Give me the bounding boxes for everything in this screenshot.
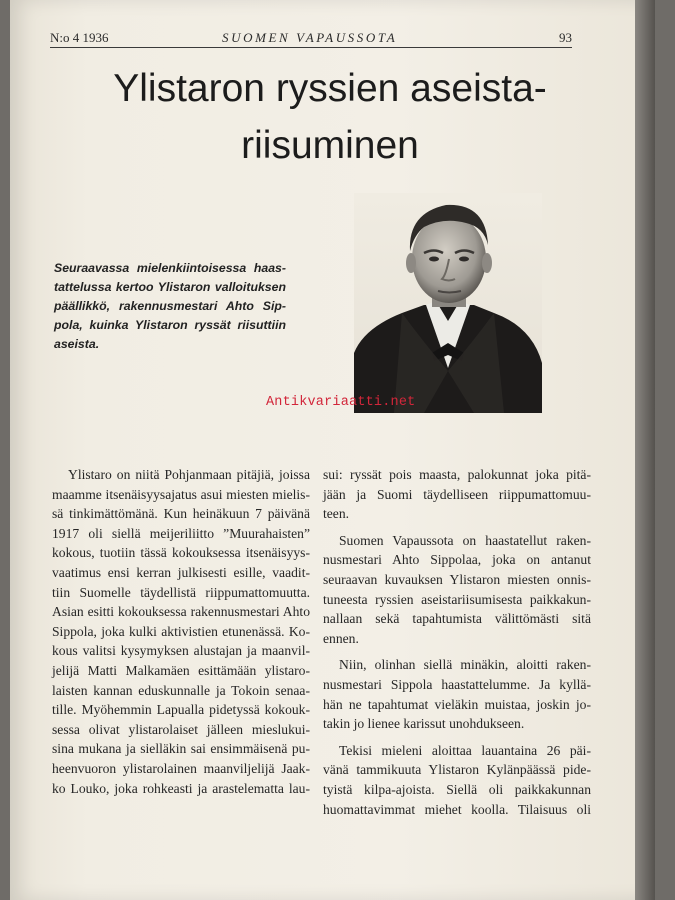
- text-line: tuneesta ryssien aseistariisumisesta paikkakun-: [323, 591, 591, 607]
- lead-line: pola, kuinka Ylistaron ryssät riisuttiin: [54, 318, 286, 332]
- magazine-page: [10, 0, 655, 900]
- text-line: ennen.: [323, 630, 359, 646]
- text-line: teen.: [323, 506, 350, 522]
- text-line: Asian esitti kokouksessa rakennusmestari Ahto: [52, 604, 310, 620]
- text-line: Suomen Vapaussota on haastatellut raken-: [339, 532, 591, 548]
- text-line: heenvuoron ylistarolainen maanviljelijä Jaak-: [52, 760, 310, 776]
- page-number: 93: [559, 30, 572, 45]
- text-line: kous valitsi kysymyksen alustajan ja maanvil-: [52, 643, 310, 659]
- body-column-left: [52, 465, 310, 798]
- text-line: jään ja Suomi täydelliseen riippumattomuu-: [323, 486, 591, 502]
- text-line: Tekisi mieleni aloittaa lauantaina 26 päi-: [339, 742, 591, 758]
- text-line: tiin Suomelle täydellistä riippumattomuutta.: [52, 584, 310, 600]
- title-line-2: riisuminen: [241, 124, 419, 167]
- text-line: vaatimus ensi kerran julkisesti esille, vaadit-: [52, 564, 310, 580]
- portrait-photo: [354, 193, 542, 413]
- text-line: sessa olivat ylistarolaiset jälleen mieslukui-: [52, 721, 310, 737]
- text-line: Sippola, joka kulki aktivistien etunenässä. Ko-: [52, 623, 310, 639]
- lead-line: Seuraavassa mielenkiintoisessa haas-: [54, 261, 286, 275]
- page-edge-shadow: [635, 0, 655, 900]
- issue-number: N:o 4 1936: [50, 30, 109, 45]
- text-line: laisten kannan eduskunnalle ja Tokoin senaa-: [52, 682, 310, 698]
- text-line: ko Louko, joka rohkeasti ja arastelematta lau-: [52, 780, 310, 796]
- running-header: [50, 30, 572, 46]
- text-line: kokous, tuotiin tässä kokouksessa itsenäisyys-: [52, 545, 310, 561]
- text-line: sina mukana ja sielläkin sai ensimmäisenä pu-: [52, 741, 310, 757]
- title-line-1: Ylistaron ryssien aseista-: [113, 67, 547, 110]
- text-line: hän ne tapahtumat vieläkin muistaa, joskin jo-: [323, 696, 591, 712]
- text-line: nusmestari Ahto Sippolaa, joka on antanut: [323, 552, 591, 568]
- text-line: Niin, olinhan siellä minäkin, aloitti raken-: [339, 657, 591, 673]
- text-line: takin jo lienee karissut unohdukseen.: [323, 716, 525, 732]
- paragraph-gap: [323, 524, 591, 531]
- text-line: vänä tammikuuta Ylistaron Kylänpäässä pide-: [323, 762, 591, 778]
- text-line: Ylistaro on niitä Pohjanmaan pitäjiä, joissa: [68, 467, 310, 482]
- lead-line: tattelussa kertoo Ylistaron valloituksen: [54, 280, 286, 294]
- article-lead: [54, 259, 286, 354]
- paragraph-gap: [323, 734, 591, 741]
- text-line: maamme itsenäisyysajatus asui miesten mielis-: [52, 486, 310, 502]
- journal-title: SUOMEN VAPAUSSOTA: [222, 30, 398, 45]
- text-line: tille. Myöhemmin Lapualla pidetyssä kokouk-: [52, 702, 310, 718]
- text-line: seuraavan kuvauksen Ylistaron miesten onnis-: [323, 571, 591, 587]
- body-column-right: [323, 465, 591, 819]
- lead-line: aseista.: [54, 337, 100, 351]
- text-line: nallaan sekä tapahtumista välittömästi sitä: [323, 611, 591, 627]
- paragraph-gap: [323, 648, 591, 655]
- lead-line: päällikkö, rakennusmestari Ahto Sip-: [54, 299, 286, 313]
- text-line: tyistä kilpa-ajoista. Siellä oli paikkakunnan: [323, 781, 591, 797]
- article-title: [50, 60, 610, 174]
- text-line: huomattavimmat miehet koolla. Tilaisuus oli: [323, 801, 591, 817]
- text-line: 1917 oli siellä meijeriliitto ”Muurahaisten”: [52, 525, 310, 541]
- text-line: sä tinkimättömänä. Kun heinäkuun 7 päivänä: [52, 506, 310, 522]
- text-line: sui: ryssät pois maasta, palokunnat joka pitä-: [323, 467, 591, 482]
- header-rule: [50, 47, 572, 48]
- watermark: Antikvariaatti.net: [266, 395, 416, 410]
- text-line: nusmestari Sippola haastattelumme. Ja kyllä-: [323, 676, 591, 692]
- text-line: jelijä Matti Malkamäen esittämään ylistaro-: [52, 662, 310, 678]
